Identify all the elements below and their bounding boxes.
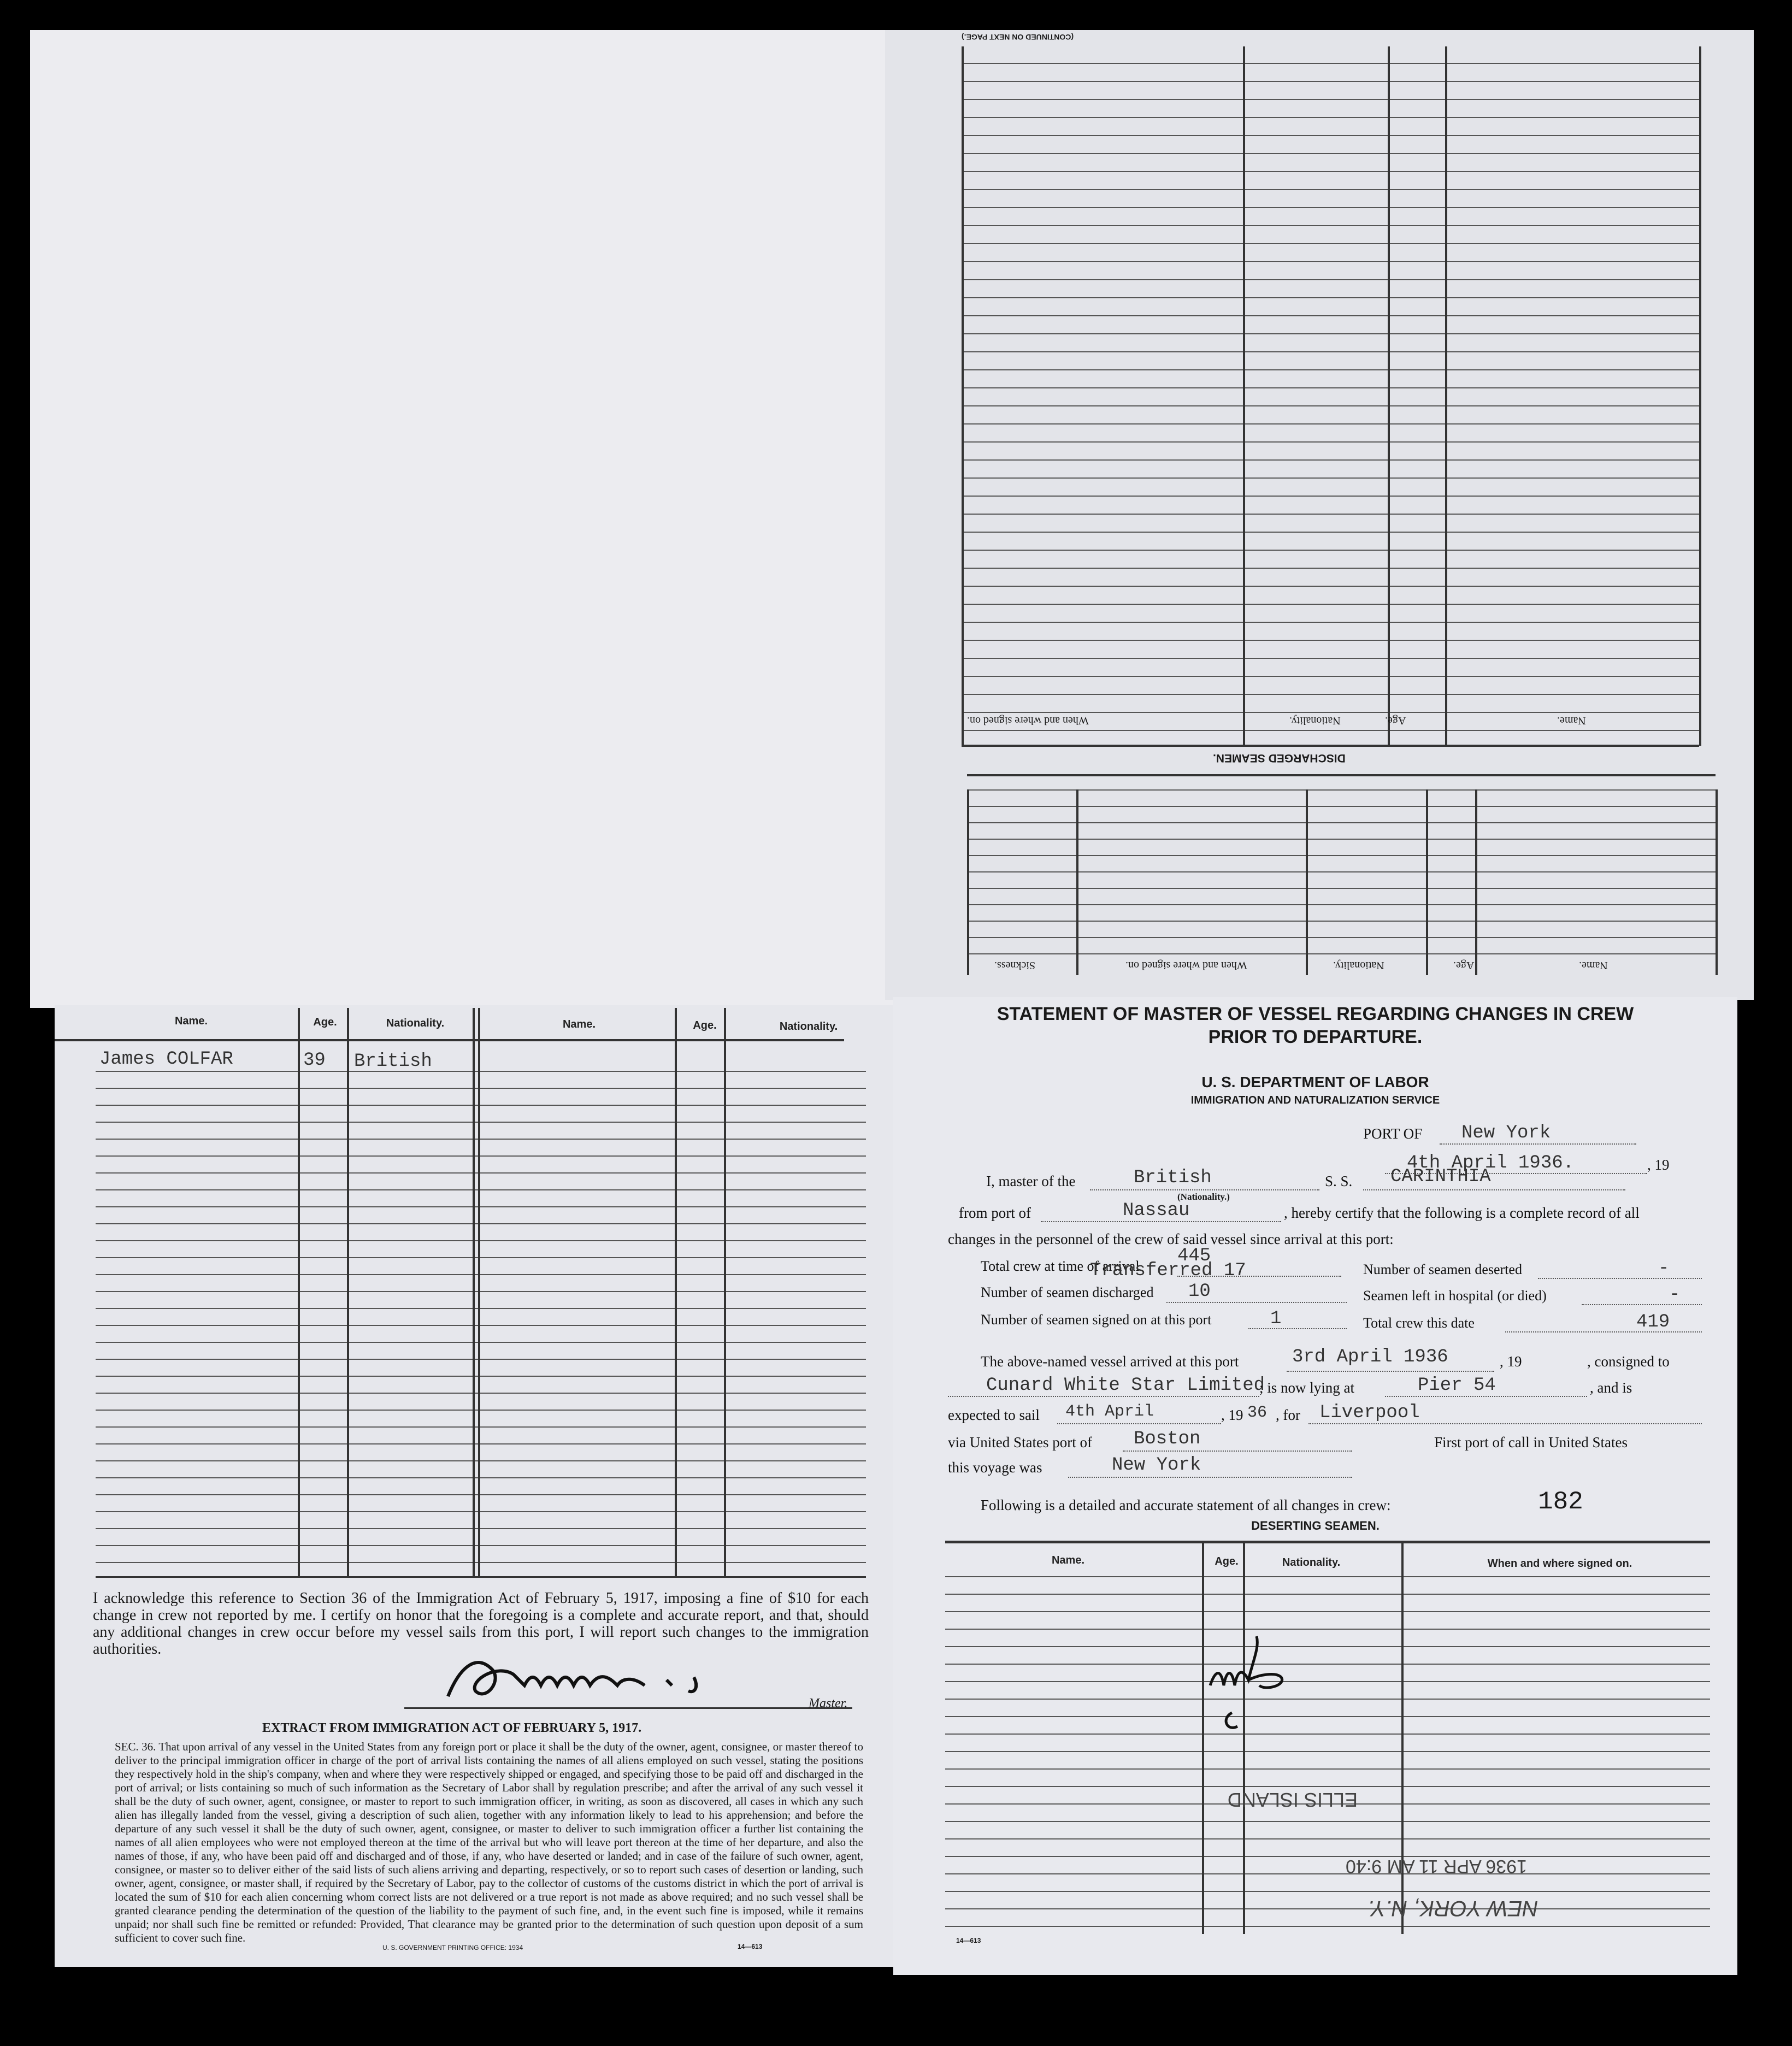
discharged-rule-line <box>962 550 1699 551</box>
discharged-rule-line <box>962 153 1699 154</box>
deserting-rule-line <box>945 1611 1710 1612</box>
consignee-value: Cunard White Star Limited <box>986 1375 1265 1396</box>
discharged-rule-line <box>962 622 1699 623</box>
blank-upper-left-page <box>30 30 893 1008</box>
hospital-rule-line <box>967 789 1716 791</box>
discharged-rule-line <box>962 207 1699 208</box>
deserting-col-nationality: Nationality. <box>1282 1556 1341 1569</box>
left-rule-line <box>96 1308 866 1309</box>
discharged-col-signed-on: When and where signed on. <box>967 715 1089 727</box>
discharged-rule-line <box>962 405 1699 406</box>
statement-page <box>893 997 1737 1975</box>
master-of-label: I, master of the <box>986 1173 1076 1189</box>
nationality-caption: (Nationality.) <box>1177 1192 1230 1202</box>
discharged-rule-line <box>962 315 1699 316</box>
left-rule-line <box>96 1393 866 1394</box>
discharged-rule-line <box>962 640 1699 641</box>
left-rule-line <box>96 1426 866 1428</box>
first-port-label: First port of call in United States <box>1434 1434 1628 1451</box>
left-rule-line <box>96 1376 866 1377</box>
left-rule-line <box>96 1528 866 1529</box>
signed-on-label: Number of seamen signed on at this port <box>981 1312 1212 1328</box>
deserted-line <box>1538 1278 1702 1279</box>
hospital-col-nationality: Nationality. <box>1333 959 1384 971</box>
left-rule-line <box>96 1172 866 1174</box>
discharged-rule-line <box>962 171 1699 172</box>
hospital-column-divider <box>1716 789 1718 975</box>
from-port-value: Nassau <box>1123 1200 1190 1221</box>
hospital-rule-line <box>967 953 1716 954</box>
arrived-label: The above-named vessel arrived at this port <box>981 1353 1239 1370</box>
extract-title: EXTRACT FROM IMMIGRATION ACT OF FEBRUARY 5, 1917. <box>262 1721 642 1735</box>
hospital-rule-line <box>967 806 1716 807</box>
hospital-rule-line <box>967 888 1716 889</box>
left-rule-line <box>96 1443 866 1444</box>
total-this-date-line <box>1505 1331 1702 1332</box>
discharged-rule-line <box>962 694 1699 695</box>
crew-row-nationality: British <box>354 1051 432 1072</box>
port-label: PORT OF <box>1363 1125 1423 1142</box>
discharged-column-divider <box>962 46 964 746</box>
discharged-bottom-border <box>962 745 1699 747</box>
department: U. S. DEPARTMENT OF LABOR <box>1201 1074 1429 1090</box>
sail-label: expected to sail <box>948 1407 1040 1423</box>
hospital-rule-line <box>967 871 1716 872</box>
and-is-label: , and is <box>1590 1379 1632 1396</box>
hospital-column-divider <box>1306 789 1308 975</box>
left-col-name-2: Name. <box>562 1018 596 1030</box>
ss-label: S. S. <box>1325 1173 1353 1189</box>
consignee-line <box>948 1396 1259 1397</box>
left-col-age-1: Age. <box>313 1016 337 1028</box>
deserting-rule-line <box>945 1734 1710 1735</box>
deserting-top-border <box>945 1541 1710 1543</box>
left-rule-line <box>96 1105 866 1106</box>
arrived-suffix: , 19 <box>1500 1353 1522 1370</box>
left-column-divider <box>675 1008 677 1576</box>
left-rule-line <box>96 1223 866 1224</box>
discharged-rule-line <box>962 586 1699 587</box>
deserting-rule-line <box>945 1681 1710 1682</box>
discharged-rule-line <box>962 423 1699 424</box>
discharged-column-divider <box>1243 46 1245 746</box>
deserting-rule-line <box>945 1664 1710 1665</box>
discharged-col-age: Age. <box>1385 715 1406 727</box>
destination-value: Liverpool <box>1319 1402 1420 1423</box>
arrived-value: 3rd April 1936 <box>1292 1347 1448 1367</box>
deserting-col-name: Name. <box>1051 1554 1085 1566</box>
hospital-rule-line <box>967 921 1716 922</box>
left-rule-line <box>96 1359 866 1360</box>
discharged-column-divider <box>1445 46 1447 746</box>
hospital-column-divider <box>967 789 969 975</box>
left-rule-line <box>96 1206 866 1207</box>
hospital-rule-line <box>967 822 1716 823</box>
via-line <box>1123 1451 1352 1452</box>
deserting-col-signed-on: When and where signed on. <box>1487 1558 1632 1570</box>
left-bottom-border <box>96 1576 866 1578</box>
discharged-rule-line <box>962 459 1699 461</box>
left-rule-line <box>96 1240 866 1241</box>
nationality-line <box>1090 1189 1319 1190</box>
sail-line <box>1057 1423 1221 1424</box>
hospital-col-signed-on: When and where signed on. <box>1125 959 1247 971</box>
deserting-rule-line <box>945 1629 1710 1630</box>
hospital-col-name: Name. <box>1579 959 1608 971</box>
statement-title-line2: PRIOR TO DEPARTURE. <box>1208 1027 1423 1047</box>
deserting-rule-line <box>945 1716 1710 1717</box>
sail-year-prefix: , 19 <box>1221 1407 1243 1423</box>
discharged-col-name: Name. <box>1557 715 1586 727</box>
ship-line <box>1363 1189 1625 1190</box>
discharged-rule-line <box>962 676 1699 677</box>
crew-row-name: James COLFAR <box>99 1049 233 1070</box>
discharged-rule-line <box>962 712 1699 713</box>
discharged-rule-line <box>962 135 1699 136</box>
service: IMMIGRATION AND NATURALIZATION SERVICE <box>1190 1094 1440 1106</box>
lying-line <box>1385 1396 1587 1397</box>
printer-line: U. S. GOVERNMENT PRINTING OFFICE: 1934 <box>382 1944 523 1951</box>
discharged-rule-line <box>962 333 1699 334</box>
left-column-divider <box>724 1008 726 1576</box>
discharged-rule-line <box>962 496 1699 497</box>
left-column-divider <box>473 1008 475 1576</box>
date-value: 4th April 1936. <box>1407 1153 1575 1174</box>
left-rule-line <box>96 1139 866 1140</box>
deserting-rule-line <box>945 1594 1710 1595</box>
sail-value: 4th April <box>1065 1402 1154 1421</box>
hospital-col-sickness: Sickness. <box>994 959 1035 971</box>
left-col-name-1: Name. <box>174 1015 208 1027</box>
continued-note: (CONTINUED ON NEXT PAGE.) <box>962 33 1074 42</box>
discharged-rule-line <box>962 514 1699 515</box>
left-rule-line <box>96 1122 866 1123</box>
stamp-line-city: NEW YORK, N.Y. <box>1365 1896 1540 1920</box>
for-label: , for <box>1276 1407 1300 1423</box>
left-rule-line <box>96 1562 866 1563</box>
acknowledgement-text: I acknowledge this reference to Section 36 of the Immigration Act of February 5, 1917, imposing a fine of $10 for each change in crew not reported by me. I certify on honor that the foregoing is a complete and accurate report, and that, should any additional changes in crew occur before my vessel sails from this port, I will report such changes to the immigration authorities. <box>93 1590 869 1658</box>
extract-text: SEC. 36. That upon arrival of any vessel in the United States from any foreign port or place it shall be the duty of the owner, agent, consignee, or master thereof to deliver to the principal immigration officer in charge of the port of arrival lists containing the names of all aliens employed on such vessel, stating the positions they respectively hold in the ship's company, when and where they were respectively shipped or engaged, and specifying those to be paid off and discharged in the port of arrival; or lists containing so much of such information as the Secretary of Labor shall by regulation prescribe; and after the arrival of any such vessel it shall be the duty of such owner, agent, consignee, or master to report to such immigration officer, in writing, as soon as discovered, all cases in which any such alien has illegally landed from the vessel, giving a description of such alien, together with any information likely to lead to his apprehension; and before the departure of any such vessel it shall be the duty of such owner, agent, consignee, or master to deliver to such immigration officer a further list containing the names of all alien employees who were not employed thereon at the time of the arrival but who will leave port thereon at the time of her departure, and also the names of those, if any, who have been paid off and discharged and of those, if any, who have deserted or landed; and in case of the failure of such owner, agent, consignee, or master so to deliver either of the said lists of such aliens arriving and departing, respectively, or so to report such cases of desertion or landing, such owner, agent, consignee, or master shall, if required by the Secretary of Labor, pay to the collector of customs of the customs district in which the port of arrival is located the sum of $10 for each alien concerning whom correct lists are not delivered or a true report is not made as above required; and no such vessel shall be granted clearance pending the determination of the question of the liability to the payment of such fine, and, in the event such fine is imposed, while it remains unpaid; nor shall such fine be remitted or refunded: Provided, That clearance may be granted prior to the determination of such question upon deposit of a sum sufficient to cover such fine. <box>115 1740 863 1944</box>
port-line <box>1440 1143 1636 1145</box>
discharged-value: 10 <box>1188 1281 1211 1302</box>
hospital-rule-line <box>967 839 1716 840</box>
arrival-line <box>1177 1276 1341 1277</box>
left-rule-line <box>96 1291 866 1292</box>
discharged-rule-line <box>962 99 1699 100</box>
voyage-label: this voyage was <box>948 1459 1042 1476</box>
discharged-column-divider <box>1388 46 1390 746</box>
left-column-divider <box>298 1008 300 1576</box>
hospital-rule-line <box>967 937 1716 938</box>
left-rule-line <box>96 1477 866 1478</box>
form-number-left: 14—613 <box>738 1943 763 1950</box>
hospital-line <box>1582 1304 1702 1305</box>
discharged-rule-line <box>962 297 1699 298</box>
signed-on-value: 1 <box>1270 1308 1282 1329</box>
hospital-rule-line <box>967 855 1716 856</box>
crew-row-age: 39 <box>303 1050 326 1071</box>
voyage-line <box>1068 1477 1352 1478</box>
discharged-rule-line <box>962 477 1699 479</box>
nationality-value: British <box>1134 1168 1212 1188</box>
signature-line <box>404 1707 852 1709</box>
discharged-rule-line <box>962 63 1699 64</box>
total-this-date-value: 419 <box>1636 1312 1670 1332</box>
deserting-rule-line <box>945 1751 1710 1752</box>
deserting-col-age: Age. <box>1215 1555 1239 1567</box>
lying-value: Pier 54 <box>1418 1375 1496 1396</box>
signed-on-line <box>1248 1328 1347 1329</box>
left-col-nationality-1: Nationality. <box>386 1017 445 1029</box>
discharged-rule-line <box>962 81 1699 82</box>
master-label: Master. <box>809 1696 848 1711</box>
discharged-rule-line <box>962 441 1699 443</box>
stamp-line-ellis: ELLIS ISLAND <box>1227 1789 1358 1811</box>
deserting-rule-line <box>945 1926 1710 1927</box>
via-label: via United States port of <box>948 1434 1092 1451</box>
left-rule-line <box>96 1071 866 1072</box>
deserting-title: DESERTING SEAMEN. <box>1251 1519 1380 1532</box>
hospital-column-divider <box>1475 789 1477 975</box>
left-rule-line <box>96 1460 866 1461</box>
discharged-rule-line <box>962 387 1699 388</box>
crew-list-page <box>55 1005 899 1967</box>
deserting-rule-line <box>945 1646 1710 1647</box>
form-number-right: 14—613 <box>956 1937 981 1944</box>
hospital-col-age: Age. <box>1453 959 1475 971</box>
left-rule-line <box>96 1189 866 1190</box>
ellis-island-stamp <box>1145 1773 1538 1920</box>
left-rule-line <box>96 1410 866 1411</box>
hospital-label: Seamen left in hospital (or died) <box>1363 1288 1547 1304</box>
discharged-col-nationality: Nationality. <box>1289 715 1341 727</box>
discharged-column-divider <box>1699 46 1701 746</box>
hospital-value: - <box>1669 1284 1681 1305</box>
left-rule-line <box>96 1511 866 1512</box>
via-value: Boston <box>1134 1429 1201 1449</box>
voyage-value: New York <box>1112 1455 1201 1476</box>
certify-text: , hereby certify that the following is a complete record of all <box>1284 1205 1640 1221</box>
left-rule-line <box>96 1342 866 1343</box>
lying-label: ; is now lying at <box>1259 1379 1354 1396</box>
left-rule-line <box>96 1545 866 1546</box>
port-value: New York <box>1461 1123 1551 1143</box>
left-rule-line <box>96 1325 866 1326</box>
from-port-label: from port of <box>959 1205 1031 1221</box>
sail-year-value: 36 <box>1247 1404 1268 1422</box>
discharged-rule-line <box>962 658 1699 659</box>
sheet-number: 182 <box>1538 1488 1583 1516</box>
following-label: Following is a detailed and accurate statement of all changes in crew: <box>981 1497 1391 1513</box>
discharged-seamen-page <box>885 30 1754 1000</box>
left-rule-line <box>96 1088 866 1089</box>
hospital-top-border <box>967 774 1716 776</box>
discharged-rule-line <box>962 279 1699 280</box>
left-rule-line <box>96 1274 866 1275</box>
statement-title-line1: STATEMENT OF MASTER OF VESSEL REGARDING CHANGES IN CREW <box>997 1004 1634 1024</box>
discharged-rule-line <box>962 117 1699 118</box>
left-col-age-2: Age. <box>693 1019 717 1031</box>
total-this-date-label: Total crew this date <box>1363 1315 1475 1331</box>
deserting-rule-line <box>945 1699 1710 1700</box>
discharged-rule-line <box>962 604 1699 605</box>
total-crew-arrival-label: Total crew at time of arrival <box>981 1258 1140 1274</box>
left-rule-line <box>96 1155 866 1157</box>
deserted-value: - <box>1658 1258 1670 1279</box>
transferred-value: Transferred 17 <box>1090 1260 1246 1281</box>
stamp-line-date: 1936 APR 11 AM 9:40 <box>1345 1856 1527 1877</box>
consigned-label: , consigned to <box>1587 1353 1670 1370</box>
discharged-rule-line <box>962 369 1699 370</box>
discharged-rule-line <box>962 351 1699 352</box>
initials-mark <box>1199 1625 1298 1735</box>
hospital-column-divider <box>1426 789 1428 975</box>
statement-title <box>893 1003 1737 1048</box>
discharged-rule-line <box>962 261 1699 262</box>
discharged-rule-line <box>962 243 1699 244</box>
left-column-divider <box>347 1008 349 1576</box>
left-col-nationality-2: Nationality. <box>779 1021 838 1033</box>
deserting-rule-line <box>945 1768 1710 1770</box>
hospital-rule-line <box>967 904 1716 905</box>
discharged-title: DISCHARGED SEAMEN. <box>1213 752 1346 764</box>
date-suffix: , 19 <box>1647 1157 1670 1173</box>
discharged-rule-line <box>962 730 1699 731</box>
from-port-line <box>1041 1221 1281 1222</box>
discharged-rule-line <box>962 189 1699 190</box>
changes-text: changes in the personnel of the crew of said vessel since arrival at this port: <box>948 1231 1394 1247</box>
deserting-rule-line <box>945 1576 1710 1577</box>
discharged-rule-line <box>962 532 1699 533</box>
discharged-rule-line <box>962 568 1699 569</box>
hospital-column-divider <box>1076 789 1078 975</box>
deserted-label: Number of seamen deserted <box>1363 1261 1522 1277</box>
discharged-rule-line <box>962 225 1699 226</box>
ship-value: CARINTHIA <box>1390 1166 1491 1187</box>
destination-line <box>1308 1423 1702 1424</box>
left-rule-line <box>96 1257 866 1258</box>
total-crew-arrival-value: 445 <box>1177 1246 1211 1266</box>
discharged-line <box>1166 1302 1347 1303</box>
arrived-line <box>1287 1371 1494 1372</box>
left-column-divider <box>478 1008 480 1576</box>
discharged-label: Number of seamen discharged <box>981 1284 1154 1300</box>
left-rule-line <box>96 1494 866 1495</box>
master-signature <box>437 1647 820 1713</box>
